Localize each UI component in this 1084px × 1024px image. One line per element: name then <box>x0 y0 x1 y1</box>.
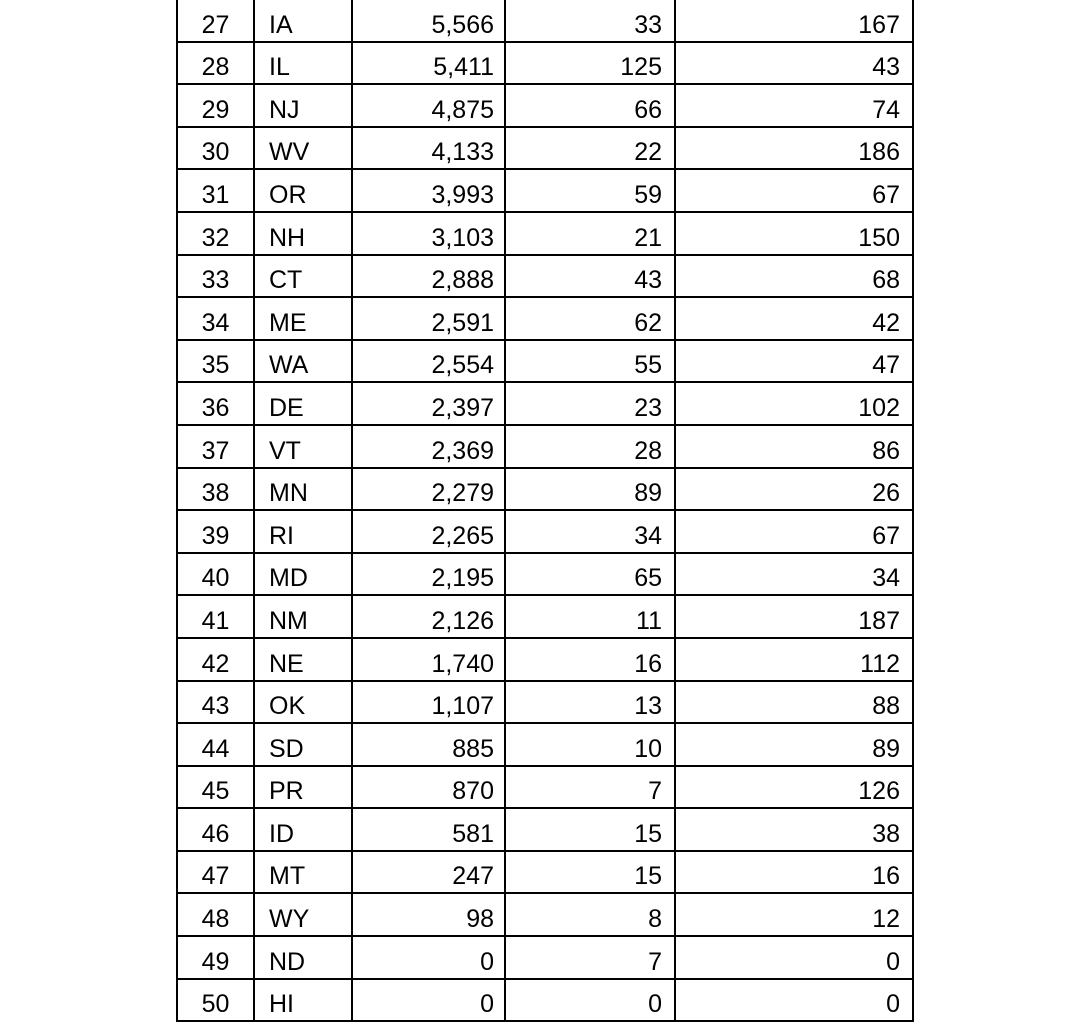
value-2-cell: 65 <box>505 553 675 596</box>
value-2-cell: 7 <box>505 766 675 809</box>
state-cell: HI <box>254 979 352 1022</box>
state-cell: NJ <box>254 84 352 127</box>
value-2-cell: 59 <box>505 169 675 212</box>
value-2-cell: 34 <box>505 510 675 553</box>
value-3-cell: 12 <box>675 893 913 936</box>
value-2-cell: 8 <box>505 893 675 936</box>
value-1-cell: 3,103 <box>352 212 505 255</box>
value-2-cell: 10 <box>505 723 675 766</box>
value-1-cell: 2,554 <box>352 340 505 383</box>
value-1-cell: 0 <box>352 979 505 1022</box>
rank-cell: 30 <box>177 127 254 170</box>
state-cell: SD <box>254 723 352 766</box>
value-3-cell: 187 <box>675 595 913 638</box>
state-cell: ND <box>254 936 352 979</box>
value-3-cell: 102 <box>675 382 913 425</box>
table-row <box>177 851 913 894</box>
value-2-cell: 89 <box>505 468 675 511</box>
table-row <box>177 808 913 851</box>
table-row <box>177 595 913 638</box>
value-1-cell: 3,993 <box>352 169 505 212</box>
value-2-cell: 66 <box>505 84 675 127</box>
table-row <box>177 169 913 212</box>
rank-cell: 40 <box>177 553 254 596</box>
rank-cell: 41 <box>177 595 254 638</box>
rank-cell: 45 <box>177 766 254 809</box>
value-1-cell: 870 <box>352 766 505 809</box>
value-3-cell: 126 <box>675 766 913 809</box>
state-cell: IA <box>254 0 352 42</box>
table-row <box>177 297 913 340</box>
table-row <box>177 936 913 979</box>
table-row <box>177 723 913 766</box>
state-cell: NE <box>254 638 352 681</box>
value-2-cell: 0 <box>505 979 675 1022</box>
value-1-cell: 2,195 <box>352 553 505 596</box>
table-row <box>177 0 913 42</box>
rank-cell: 35 <box>177 340 254 383</box>
value-2-cell: 28 <box>505 425 675 468</box>
state-cell: PR <box>254 766 352 809</box>
value-1-cell: 4,133 <box>352 127 505 170</box>
value-3-cell: 88 <box>675 681 913 724</box>
value-1-cell: 1,740 <box>352 638 505 681</box>
value-1-cell: 4,875 <box>352 84 505 127</box>
value-3-cell: 0 <box>675 936 913 979</box>
value-3-cell: 68 <box>675 255 913 298</box>
value-1-cell: 2,397 <box>352 382 505 425</box>
value-1-cell: 98 <box>352 893 505 936</box>
table-row <box>177 638 913 681</box>
table-row <box>177 84 913 127</box>
value-3-cell: 150 <box>675 212 913 255</box>
state-cell: OR <box>254 169 352 212</box>
table-row <box>177 510 913 553</box>
value-3-cell: 0 <box>675 979 913 1022</box>
value-3-cell: 167 <box>675 0 913 42</box>
state-cell: OK <box>254 681 352 724</box>
table-row <box>177 382 913 425</box>
rank-cell: 50 <box>177 979 254 1022</box>
rank-cell: 36 <box>177 382 254 425</box>
value-1-cell: 1,107 <box>352 681 505 724</box>
value-2-cell: 21 <box>505 212 675 255</box>
value-2-cell: 15 <box>505 851 675 894</box>
value-1-cell: 5,566 <box>352 0 505 42</box>
state-cell: ME <box>254 297 352 340</box>
value-1-cell: 2,265 <box>352 510 505 553</box>
value-1-cell: 581 <box>352 808 505 851</box>
value-2-cell: 43 <box>505 255 675 298</box>
state-cell: NH <box>254 212 352 255</box>
table-row <box>177 681 913 724</box>
table-row <box>177 255 913 298</box>
value-2-cell: 33 <box>505 0 675 42</box>
table-row <box>177 893 913 936</box>
table-body <box>177 0 913 1021</box>
value-3-cell: 26 <box>675 468 913 511</box>
state-cell: CT <box>254 255 352 298</box>
state-cell: MD <box>254 553 352 596</box>
table-row <box>177 425 913 468</box>
value-2-cell: 55 <box>505 340 675 383</box>
state-cell: NM <box>254 595 352 638</box>
value-3-cell: 86 <box>675 425 913 468</box>
value-2-cell: 11 <box>505 595 675 638</box>
rank-cell: 37 <box>177 425 254 468</box>
rank-cell: 43 <box>177 681 254 724</box>
state-cell: MN <box>254 468 352 511</box>
value-1-cell: 2,888 <box>352 255 505 298</box>
value-1-cell: 247 <box>352 851 505 894</box>
state-cell: ID <box>254 808 352 851</box>
state-cell: IL <box>254 42 352 85</box>
value-1-cell: 5,411 <box>352 42 505 85</box>
value-3-cell: 42 <box>675 297 913 340</box>
value-1-cell: 885 <box>352 723 505 766</box>
value-2-cell: 15 <box>505 808 675 851</box>
value-3-cell: 16 <box>675 851 913 894</box>
rank-cell: 47 <box>177 851 254 894</box>
state-cell: MT <box>254 851 352 894</box>
state-cell: WV <box>254 127 352 170</box>
rank-cell: 44 <box>177 723 254 766</box>
value-2-cell: 62 <box>505 297 675 340</box>
table-row <box>177 212 913 255</box>
value-2-cell: 125 <box>505 42 675 85</box>
rank-cell: 46 <box>177 808 254 851</box>
value-3-cell: 43 <box>675 42 913 85</box>
value-2-cell: 7 <box>505 936 675 979</box>
table-row <box>177 340 913 383</box>
value-3-cell: 34 <box>675 553 913 596</box>
value-3-cell: 47 <box>675 340 913 383</box>
table-row <box>177 553 913 596</box>
table-row <box>177 766 913 809</box>
value-3-cell: 38 <box>675 808 913 851</box>
value-3-cell: 186 <box>675 127 913 170</box>
state-cell: WA <box>254 340 352 383</box>
value-3-cell: 112 <box>675 638 913 681</box>
table-row <box>177 127 913 170</box>
table-row <box>177 42 913 85</box>
rank-cell: 34 <box>177 297 254 340</box>
rank-cell: 27 <box>177 0 254 42</box>
state-cell: WY <box>254 893 352 936</box>
state-cell: RI <box>254 510 352 553</box>
value-1-cell: 2,369 <box>352 425 505 468</box>
value-3-cell: 89 <box>675 723 913 766</box>
value-2-cell: 16 <box>505 638 675 681</box>
value-2-cell: 23 <box>505 382 675 425</box>
data-table <box>176 0 914 1022</box>
rank-cell: 42 <box>177 638 254 681</box>
rank-cell: 28 <box>177 42 254 85</box>
value-3-cell: 67 <box>675 510 913 553</box>
rank-cell: 38 <box>177 468 254 511</box>
rank-cell: 39 <box>177 510 254 553</box>
rank-cell: 49 <box>177 936 254 979</box>
value-3-cell: 67 <box>675 169 913 212</box>
state-cell: VT <box>254 425 352 468</box>
table-row <box>177 979 913 1022</box>
rank-cell: 33 <box>177 255 254 298</box>
value-1-cell: 2,279 <box>352 468 505 511</box>
value-3-cell: 74 <box>675 84 913 127</box>
value-1-cell: 2,591 <box>352 297 505 340</box>
value-2-cell: 13 <box>505 681 675 724</box>
value-2-cell: 22 <box>505 127 675 170</box>
table-row <box>177 468 913 511</box>
value-1-cell: 2,126 <box>352 595 505 638</box>
rank-cell: 48 <box>177 893 254 936</box>
rank-cell: 31 <box>177 169 254 212</box>
rank-cell: 29 <box>177 84 254 127</box>
rank-cell: 32 <box>177 212 254 255</box>
state-cell: DE <box>254 382 352 425</box>
value-1-cell: 0 <box>352 936 505 979</box>
